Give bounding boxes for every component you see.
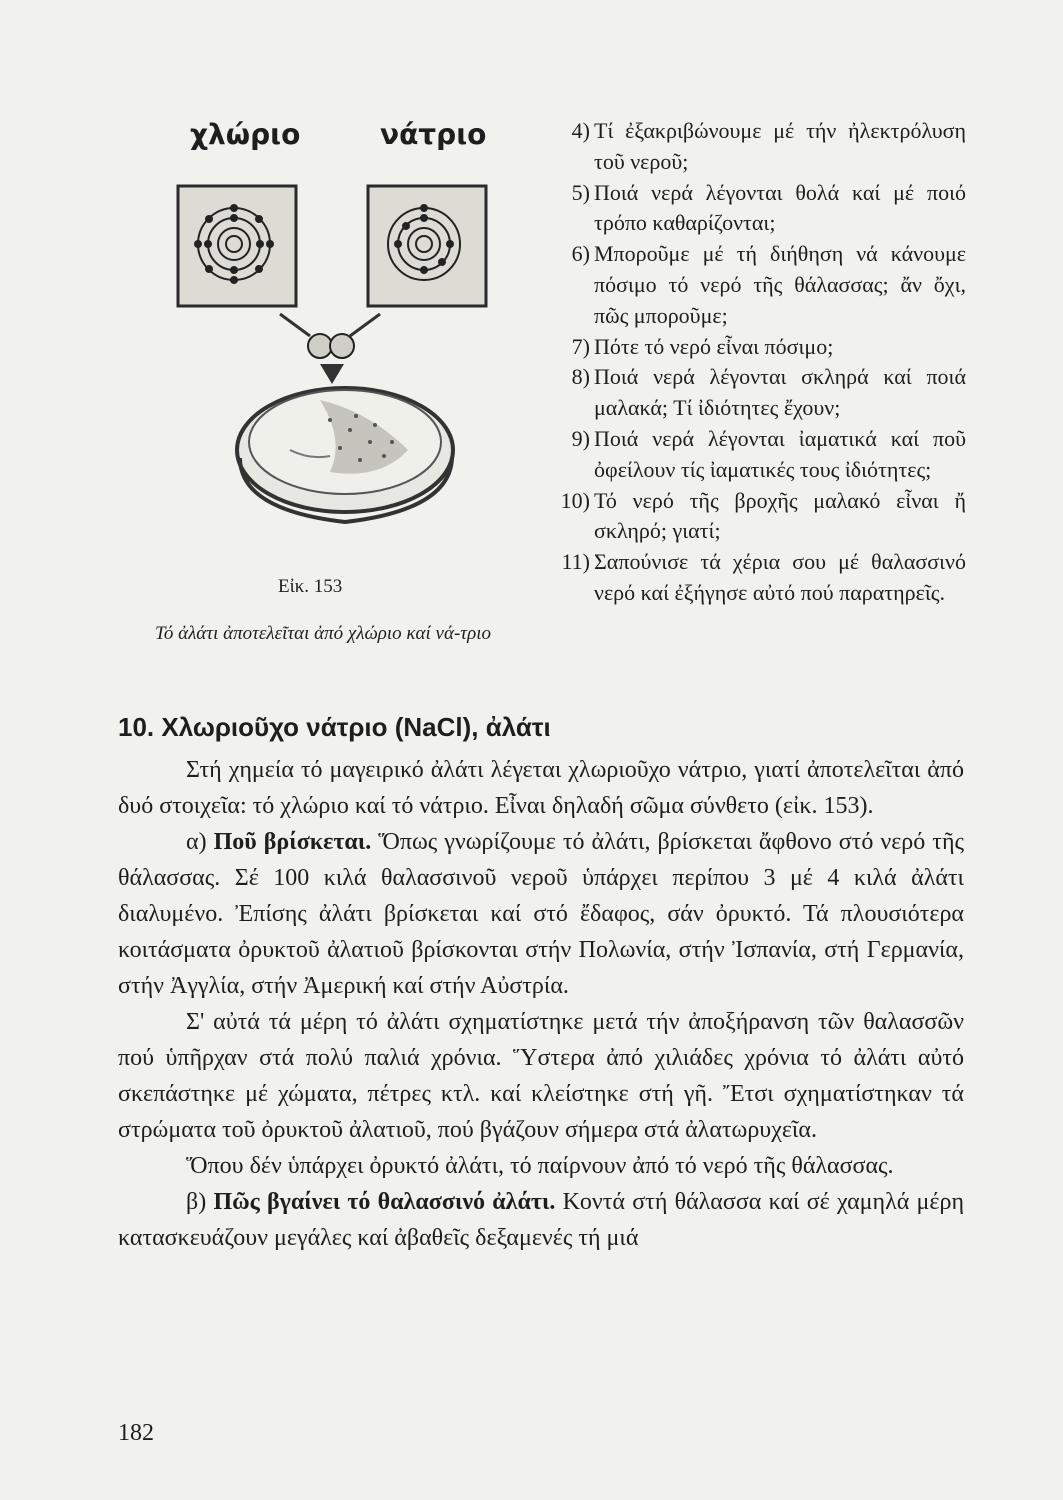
subsection-label-a: α): [186, 829, 214, 855]
question-text: Τό νερό τῆς βροχῆς μαλακό εἶναι ἤ σκληρό; γιατί;: [594, 487, 966, 544]
question-text: Ποιά νερά λέγονται ἰαματικά καί ποῦ ὀφείλουν τίς ἰαματικές τους ἰδιότητες;: [594, 425, 966, 482]
question-number: 5): [571, 179, 590, 205]
subsection-text-b: Κοντά στή θάλασσα καί σέ χαμηλά μέρη κατασκευάζουν μεγάλες καί ἀβαθεῖς δεξαμενές τή μιά: [118, 1189, 964, 1251]
arrow-right-icon: [350, 314, 380, 336]
paragraph-where-found: [118, 824, 964, 1004]
subsection-text-a: Ὅπως γνωρίζουμε τό ἀλάτι, βρίσκεται ἄφθονο στό νερό τῆς θάλασσας. Σέ 100 κιλά θαλασσινοῦ νεροῦ ὑπάρχει περίπου 3 μέ 4 κιλά ἀλάτι διαλυμένο. Ἐπίσης ἀλάτι βρίσκεται καί στό ἔδαφος, σάν ὀρυκτό. Τά πλουσιότερα κοιτάσματα ὀρυκτοῦ ἀλατιοῦ βρίσκονται στήν Πολωνία, στήν Ἰσπανία, στή Γερμανία, στήν Ἀγγλία, στήν Ἀμερική καί στήν Αὐστρία.: [118, 829, 964, 999]
question-item: [544, 547, 966, 609]
question-number: 6): [571, 241, 590, 267]
question-number: 9): [571, 425, 590, 451]
figure-caption: Τό ἀλάτι ἀποτελεῖται ἀπό χλώριο καί νά-τριο: [155, 623, 491, 644]
review-questions: [544, 116, 966, 609]
question-number: 4): [571, 118, 590, 143]
question-item: [544, 239, 966, 331]
figure-label-sodium: νάτριο: [380, 118, 487, 151]
arrow-down-icon: [320, 364, 344, 384]
question-number: 10): [560, 487, 590, 513]
question-item: [544, 486, 966, 548]
question-text: Ποιά νερά λέγονται σκληρά καί ποιά μαλακά; Τί ἰδιότητες ἔχουν;: [594, 364, 966, 421]
arrow-left-icon: [280, 314, 310, 336]
atom-pair-icon: [308, 334, 332, 358]
question-text: Πότε τό νερό εἶναι πόσιμο;: [594, 333, 834, 359]
sodium-atom-box: [368, 186, 486, 306]
section-body: [118, 752, 964, 1256]
question-number: 11): [561, 549, 590, 575]
salt-illustration: [170, 180, 520, 580]
figure-number: Εἰκ. 153: [278, 576, 343, 597]
subsection-label-b: β): [186, 1189, 214, 1215]
question-item: [544, 116, 966, 178]
paragraph-sea-salt: [118, 1184, 964, 1256]
section-heading: 10. Χλωριοῦχο νάτριο (NaCl), ἀλάτι: [118, 712, 551, 742]
question-text: Σαπούνισε τά χέρια σου μέ θαλασσινό νερό καί ἐξήγησε αὐτό πού παρατηρεῖς.: [594, 549, 966, 605]
question-item: [544, 332, 966, 363]
question-item: [544, 424, 966, 486]
question-item: [544, 362, 966, 424]
question-text: Ποιά νερά λέγονται θολά καί μέ ποιό τρόπο καθαρίζονται;: [594, 179, 966, 236]
paragraph-seawater: Ὅπου δέν ὑπάρχει ὀρυκτό ἀλάτι, τό παίρνουν ἀπό τό νερό τῆς θάλασσας.: [186, 1153, 894, 1179]
question-text: Τί ἐξακριβώνουμε μέ τήν ἠλεκτρόλυση τοῦ νεροῦ;: [594, 118, 966, 174]
subsection-heading-b: Πῶς βγαίνει τό θαλασσινό ἀλάτι.: [213, 1189, 556, 1215]
question-number: 8): [571, 364, 590, 390]
question-item: [544, 178, 966, 240]
page-number: 182: [118, 1420, 154, 1446]
question-text: Μποροῦμε μέ τή διήθηση νά κάνουμε πόσιμο τό νερό τῆς θάλασσας; ἄν ὄχι, πῶς μποροῦμε;: [594, 241, 966, 328]
figure-label-chlorine: χλώριο: [190, 118, 301, 151]
paragraph-formation: Σ' αὐτά τά μέρη τό ἀλάτι σχηματίστηκε μετά τήν ἀποξήρανση τῶν θαλασσῶν πού ὑπῆρχαν στά πολύ παλιά χρόνια. Ὕστερα ἀπό χιλιάδες χρόνια τό ἀλάτι αὐτό σκεπάστηκε μέ χώματα, πέτρες κτλ. καί κλείστηκε στή γῆ. Ἔτσι σχηματίστηκαν τά στρώματα τοῦ ὀρυκτοῦ ἀλατιοῦ, πού βγάζουν σήμερα στά ἀλατωρυχεῖα.: [118, 1009, 964, 1143]
intro-paragraph: Στή χημεία τό μαγειρικό ἀλάτι λέγεται χλωριοῦχο νάτριο, γιατί ἀποτελεῖται ἀπό δυό στοιχεῖα: τό χλώριο καί τό νάτριο. Εἶναι δηλαδή σῶμα σύνθετο (εἰκ. 153).: [118, 757, 964, 819]
subsection-heading-a: Ποῦ βρίσκεται.: [213, 829, 372, 855]
question-number: 7): [571, 333, 590, 359]
salt-dish-icon: [237, 388, 453, 522]
